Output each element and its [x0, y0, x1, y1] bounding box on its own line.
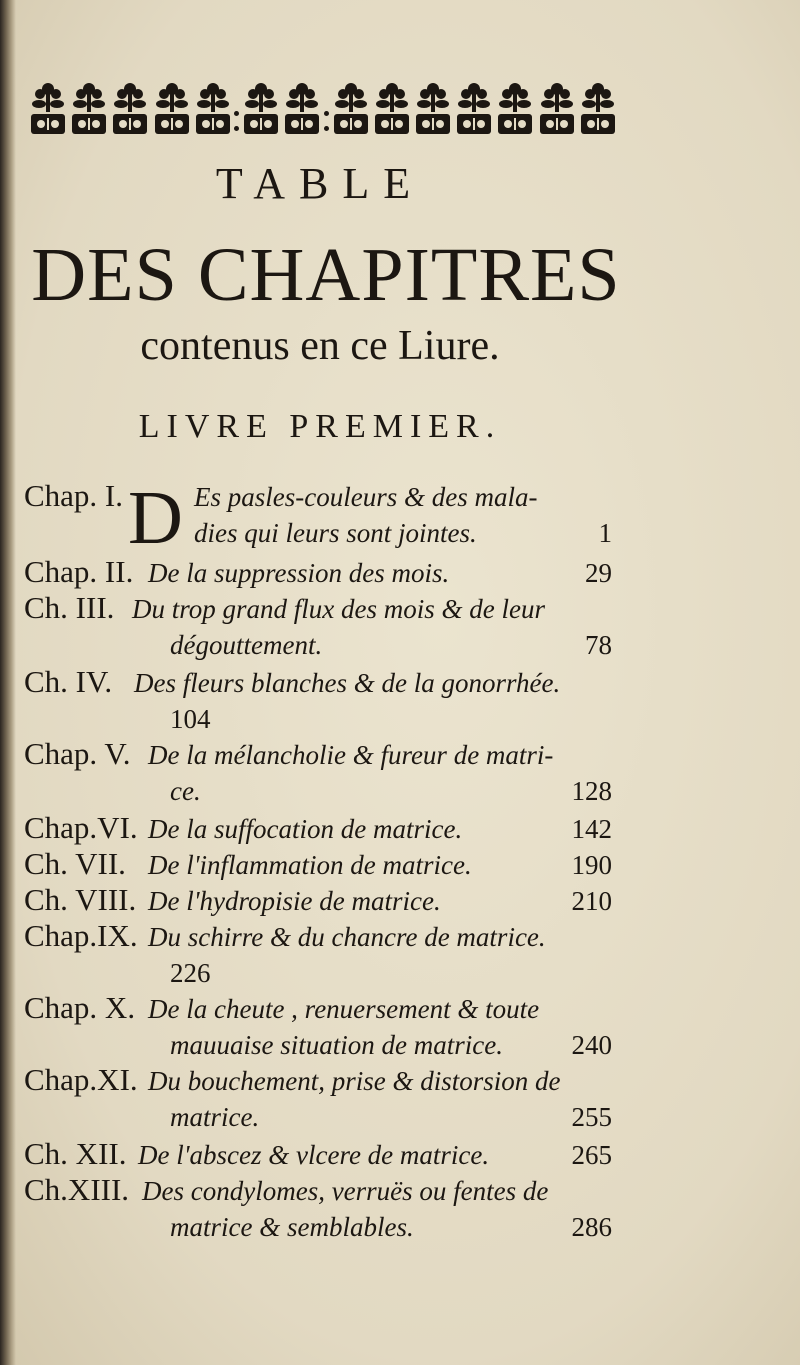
chapter-label: Chap.VI.	[24, 810, 138, 845]
fleuron-icon	[282, 80, 322, 136]
fleuron-icon	[331, 80, 371, 136]
chapter-title-line1: De la suffocation de matrice.	[148, 814, 463, 844]
ornament-separator	[234, 106, 240, 136]
chapter-title-line1: Es pasles-couleurs & des mala-	[194, 482, 538, 512]
chapter-title-line2: dégouttement.	[170, 630, 323, 660]
fleuron-icon	[413, 80, 453, 136]
chapter-title-line1: Du trop grand flux des mois & de leur	[132, 594, 545, 624]
chapter-title-line2: matrice & semblables.	[170, 1212, 414, 1242]
chapter-label: Chap. II.	[24, 554, 134, 589]
page-number: 255	[571, 1102, 612, 1132]
chapter-label: Ch. III.	[24, 590, 115, 625]
chapter-title-line1: De la cheute , renuersement & toute	[148, 994, 540, 1024]
chapter-title-line1: De la suppression des mois.	[148, 558, 450, 588]
chapter-title-line1: Du bouchement, prise & distorsion de	[148, 1066, 561, 1096]
page-number: 142	[571, 814, 612, 844]
chapter-label: Ch. XII.	[24, 1136, 127, 1171]
chapter-label: Chap. V.	[24, 736, 131, 771]
page-number: 190	[571, 850, 612, 880]
chapter-title-line1: Des condylomes, verruës ou fentes de	[142, 1176, 549, 1206]
chapter-label: Chap. I.	[24, 478, 124, 513]
chapter-title-line1: Des fleurs blanches & de la gonorrhée.	[134, 668, 561, 698]
fleuron-icon	[578, 80, 618, 136]
fleuron-icon	[372, 80, 412, 136]
chapter-title-line2: ce.	[170, 776, 201, 806]
chapter-title-line1: De l'hydropisie de matrice.	[148, 886, 441, 916]
page-number: 78	[585, 630, 612, 660]
fleuron-icon	[152, 80, 192, 136]
chapter-title-line2: 104	[170, 704, 211, 734]
chapter-title-line1: De l'inflammation de matrice.	[148, 850, 472, 880]
fleuron-icon	[454, 80, 494, 136]
fleuron-icon	[193, 80, 233, 136]
chapter-title-line2: matrice.	[170, 1102, 260, 1132]
chapter-label: Ch.XIII.	[24, 1172, 130, 1207]
chapter-title-line1: Du schirre & du chancre de matrice.	[148, 922, 546, 952]
chapter-label: Ch. IV.	[24, 664, 113, 699]
table-heading: TABLE	[215, 159, 425, 208]
chapter-title-line1: De l'abscez & vlcere de matrice.	[138, 1140, 490, 1170]
chapter-title-line2: dies qui leurs sont jointes.	[194, 518, 477, 548]
fleuron-icon	[241, 80, 281, 136]
page-number: 210	[571, 886, 612, 916]
page-title: DES CHAPITRES	[31, 233, 621, 317]
chapter-label: Ch. VIII.	[24, 882, 137, 917]
fleuron-band	[28, 78, 618, 136]
drop-cap: D	[128, 476, 183, 560]
page-number: 240	[571, 1030, 612, 1060]
page-number: 1	[598, 518, 612, 548]
fleuron-icon	[28, 80, 68, 136]
book-heading: LIVRE PREMIER.	[138, 408, 502, 445]
chapter-label: Ch. VII.	[24, 846, 126, 881]
chapter-label: Chap. X.	[24, 990, 136, 1025]
fleuron-icon	[537, 80, 577, 136]
chapter-title-line2: mauuaise situation de matrice.	[170, 1030, 503, 1060]
chapter-title-line1: De la mélancholie & fureur de matri-	[148, 740, 554, 770]
page-number: 286	[571, 1212, 612, 1242]
chapter-label: Chap.XI.	[24, 1062, 138, 1097]
fleuron-icon	[495, 80, 535, 136]
chapter-title-line2: 226	[170, 958, 211, 988]
page-number: 29	[585, 558, 612, 588]
page-subtitle: contenus en ce Liure.	[140, 323, 500, 369]
ornament-separator	[324, 106, 330, 136]
page-number: 265	[571, 1140, 612, 1170]
page-number: 128	[571, 776, 612, 806]
fleuron-icon	[69, 80, 109, 136]
chapter-label: Chap.IX.	[24, 918, 138, 953]
fleuron-icon	[110, 80, 150, 136]
